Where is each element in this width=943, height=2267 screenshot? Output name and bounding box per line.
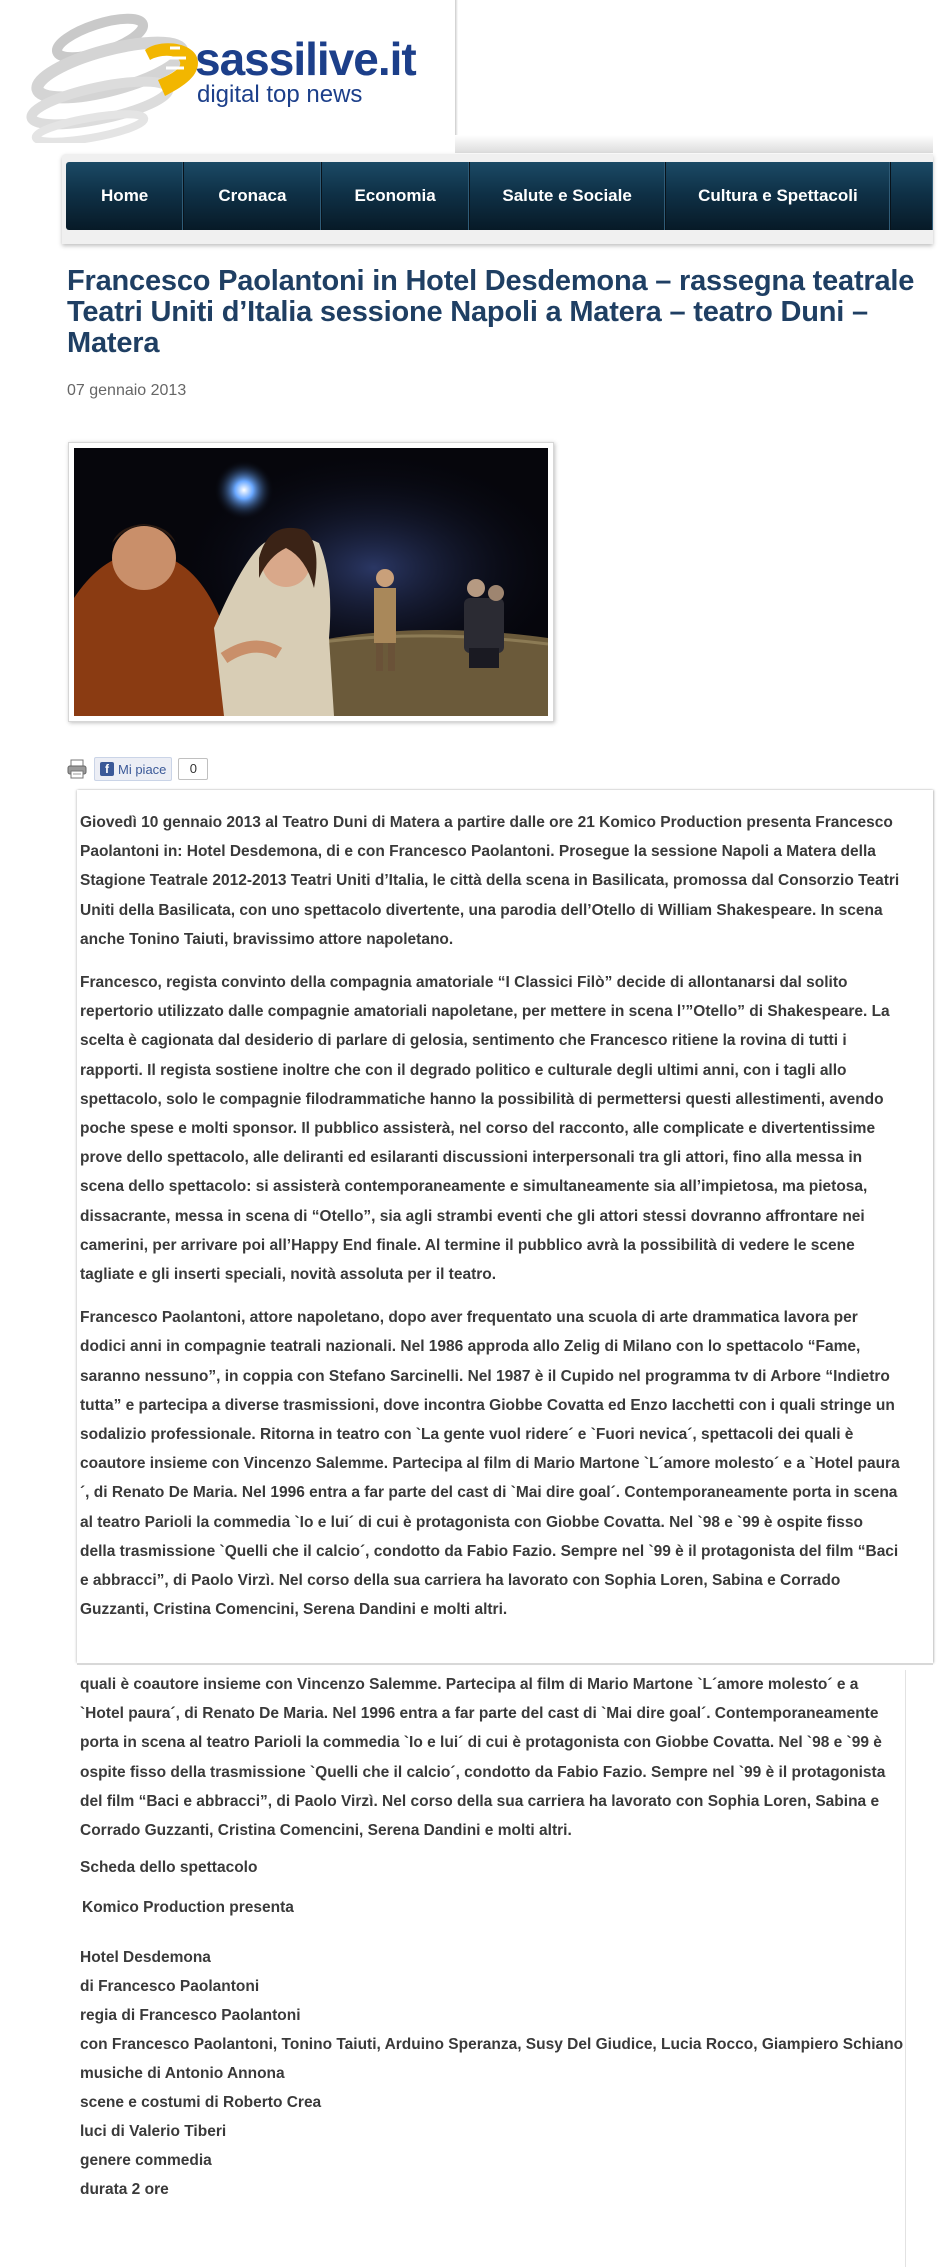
logo-title[interactable]: sassilive.it [195,33,416,85]
print-icon[interactable] [66,758,88,780]
nav-item-more[interactable] [891,162,933,230]
nav-item-salute-sociale[interactable]: Salute e Sociale [470,162,666,230]
nav-item-cronaca[interactable]: Cronaca [184,162,321,230]
header-band [455,135,933,153]
facebook-icon: f [100,762,114,776]
credit-line: genere commedia [80,2152,212,2170]
credit-line: durata 2 ore [80,2181,169,2199]
stage-scene-illustration [74,448,548,716]
social-bar [66,755,208,783]
credits-list [80,1943,905,2204]
article-date: 07 gennaio 2013 [67,382,187,399]
nav-item-economia[interactable]: Economia [322,162,470,230]
article-paragraph-1: Giovedì 10 gennaio 2013 al Teatro Duni di Matera a partire dalle ore 21 Komico Production presenta Francesco Paolantoni in: Hotel Desdemona, di e con Francesco Paolantoni. Prosegue la sessione Napoli a Matera della Stagione Teatrale 2012-2013 Teatri Uniti d’Italia, le città della scena in Basilicata, promossa dal Consorzio Teatri Uniti della Basilicata, con uno spettacolo divertente, una parodia dell’Otello di William Shakespeare. In scena anche Tonino Taiuti, bravissimo attore napoletano. [80,814,900,948]
facebook-like-button[interactable] [94,757,172,781]
credit-line: scene e costumi di Roberto Crea [80,2094,322,2112]
like-count: 0 [178,758,208,780]
article-paragraph-3: Francesco Paolantoni, attore napoletano, dopo aver frequentato una scuola di arte drammatica lavora per dodici anni in compagnie teatrali nazionali. Nel 1986 approda allo Zelig di Milano con lo spettacolo “Fame, saranno nessuno”, in coppia con Stefano Sarcinelli. Nel 1987 è il Cupido nel programma tv di Arbore “Indietro tutta” e partecipa a diverse trasmissioni, dove incontra Giobbe Covatta ed Enzo Iacchetti con i quali stringe un sodalizio professionale. Ritorna in teatro con `La gente vuol ridere´ e `Fuori nevica´, spettacoli dei quali è coautore insieme con Vincenzo Salemme. Partecipa al film di Mario Martone `L´amore molesto´ e a `Hotel paura´, di Renato De Maria. Nel 1996 entra a far parte del cast di `Mai dire goal´. Contemporaneamente porta in scena al teatro Parioli la commedia `Io e lui´ di cui è protagonista con Giobbe Covatta. Nel `98 e `99 è ospite fisso della trasmissione `Quelli che il calcio´, condotto da Fabio Fazio. Sempre nel `99 è il protagonista del film “Baci e abbracci”, di Paolo Virzì. Nel corso della sua carriera ha lavorato con Sophia Loren, Sabina e Corrado Guzzanti, Cristina Comencini, Serena Dandini e molti altri. [80,1309,900,1619]
article-paragraph-2: Francesco, regista convinto della compagnia amatoriale “I Classici Filò” decide di allontanarsi dal solito repertorio utilizzato dalle compagnie amatoriali napoletane, per mettere in scena l’”Otello” di Shakespeare. La scelta è cagionata dal desiderio di parlare di gelosia, sentimento che Francesco ritiene la rovina di tutti i rapporti. Il regista sostiene inoltre che con il degrado politico e culturale degli ultimi anni, con i tagli allo spettacolo, solo le compagnie filodrammatiche hanno la possibilità di permettersi questi allestimenti, avendo poche spese e molti sponsor. Il pubblico assisterà, nel corso del racconto, alle complicate e divertentissime prove dello spettacolo, alle deliranti ed esilaranti discussioni interpersonali tra gli attori, fino alla messa in scena dello spettacolo: si assisterà contemporaneamente e simultaneamente sia all’impietosa, ma pietosa, dissacrante, messa in scena di “Otello”, sia agli strambi eventi che gli attori stessi dovranno affrontare nei camerini, per arrivare poi all’Happy End finale. Al termine il pubblico avrà la possibilità di vedere le scene tagliate e gli inserti speciali, novità assoluta per il teatro. [80,974,890,1284]
article-photo-frame [68,442,554,722]
like-label: Mi piace [118,761,167,777]
article-title: Francesco Paolantoni in Hotel Desdemona – rassegna teatrale Teatri Uniti d’Italia sessione Napoli a Matera – teatro Duni – Matera [67,265,915,359]
credit-line: luci di Valerio Tiberi [80,2123,227,2141]
nav-item-home[interactable]: Home [66,162,184,230]
section-divider [77,1663,933,1665]
main-nav [66,162,933,230]
content-border [905,1670,906,2267]
nav-item-cultura-spettacoli[interactable]: Cultura e Spettacoli [666,162,892,230]
header-divider [455,0,458,135]
article-paragraph-repeated: quali è coautore insieme con Vincenzo Salemme. Partecipa al film di Mario Martone `L´amore molesto´ e a `Hotel paura´, di Renato De Maria. Nel 1996 entra a far parte del cast di `Mai dire goal´. Contemporaneamente porta in scena al teatro Parioli la commedia `Io e lui´ di cui è protagonista con Giobbe Covatta. Nel `98 e `99 è ospite fisso della trasmissione `Quelli che il calcio´, condotto da Fabio Fazio. Sempre nel `99 è il protagonista del film “Baci e abbracci”, di Paolo Virzì. Nel corso della sua carriera ha lavorato con Sophia Loren, Sabina e Corrado Guzzanti, Cristina Comencini, Serena Dandini e molti altri. [80,1676,886,1840]
credit-line: regia di Francesco Paolantoni [80,2007,301,2025]
credit-line: di Francesco Paolantoni [80,1978,260,1996]
credit-line: con Francesco Paolantoni, Tonino Taiuti, Arduino Speranza, Susy Del Giudice, Lucia Rocco, Giampiero Schiano [80,2036,904,2054]
article-body [77,790,933,1663]
article-photo[interactable] [74,448,548,716]
scheda-heading: Scheda dello spettacolo [80,1859,258,1877]
article-body-continued [80,1670,905,2204]
credit-line: Hotel Desdemona [80,1949,211,1967]
credit-line: musiche di Antonio Annona [80,2065,285,2083]
site-header [0,0,455,150]
presenter-line: Komico Production presenta [82,1899,294,1917]
logo-subtitle: digital top news [197,81,363,108]
logo-swirl-icon[interactable] [20,8,210,143]
